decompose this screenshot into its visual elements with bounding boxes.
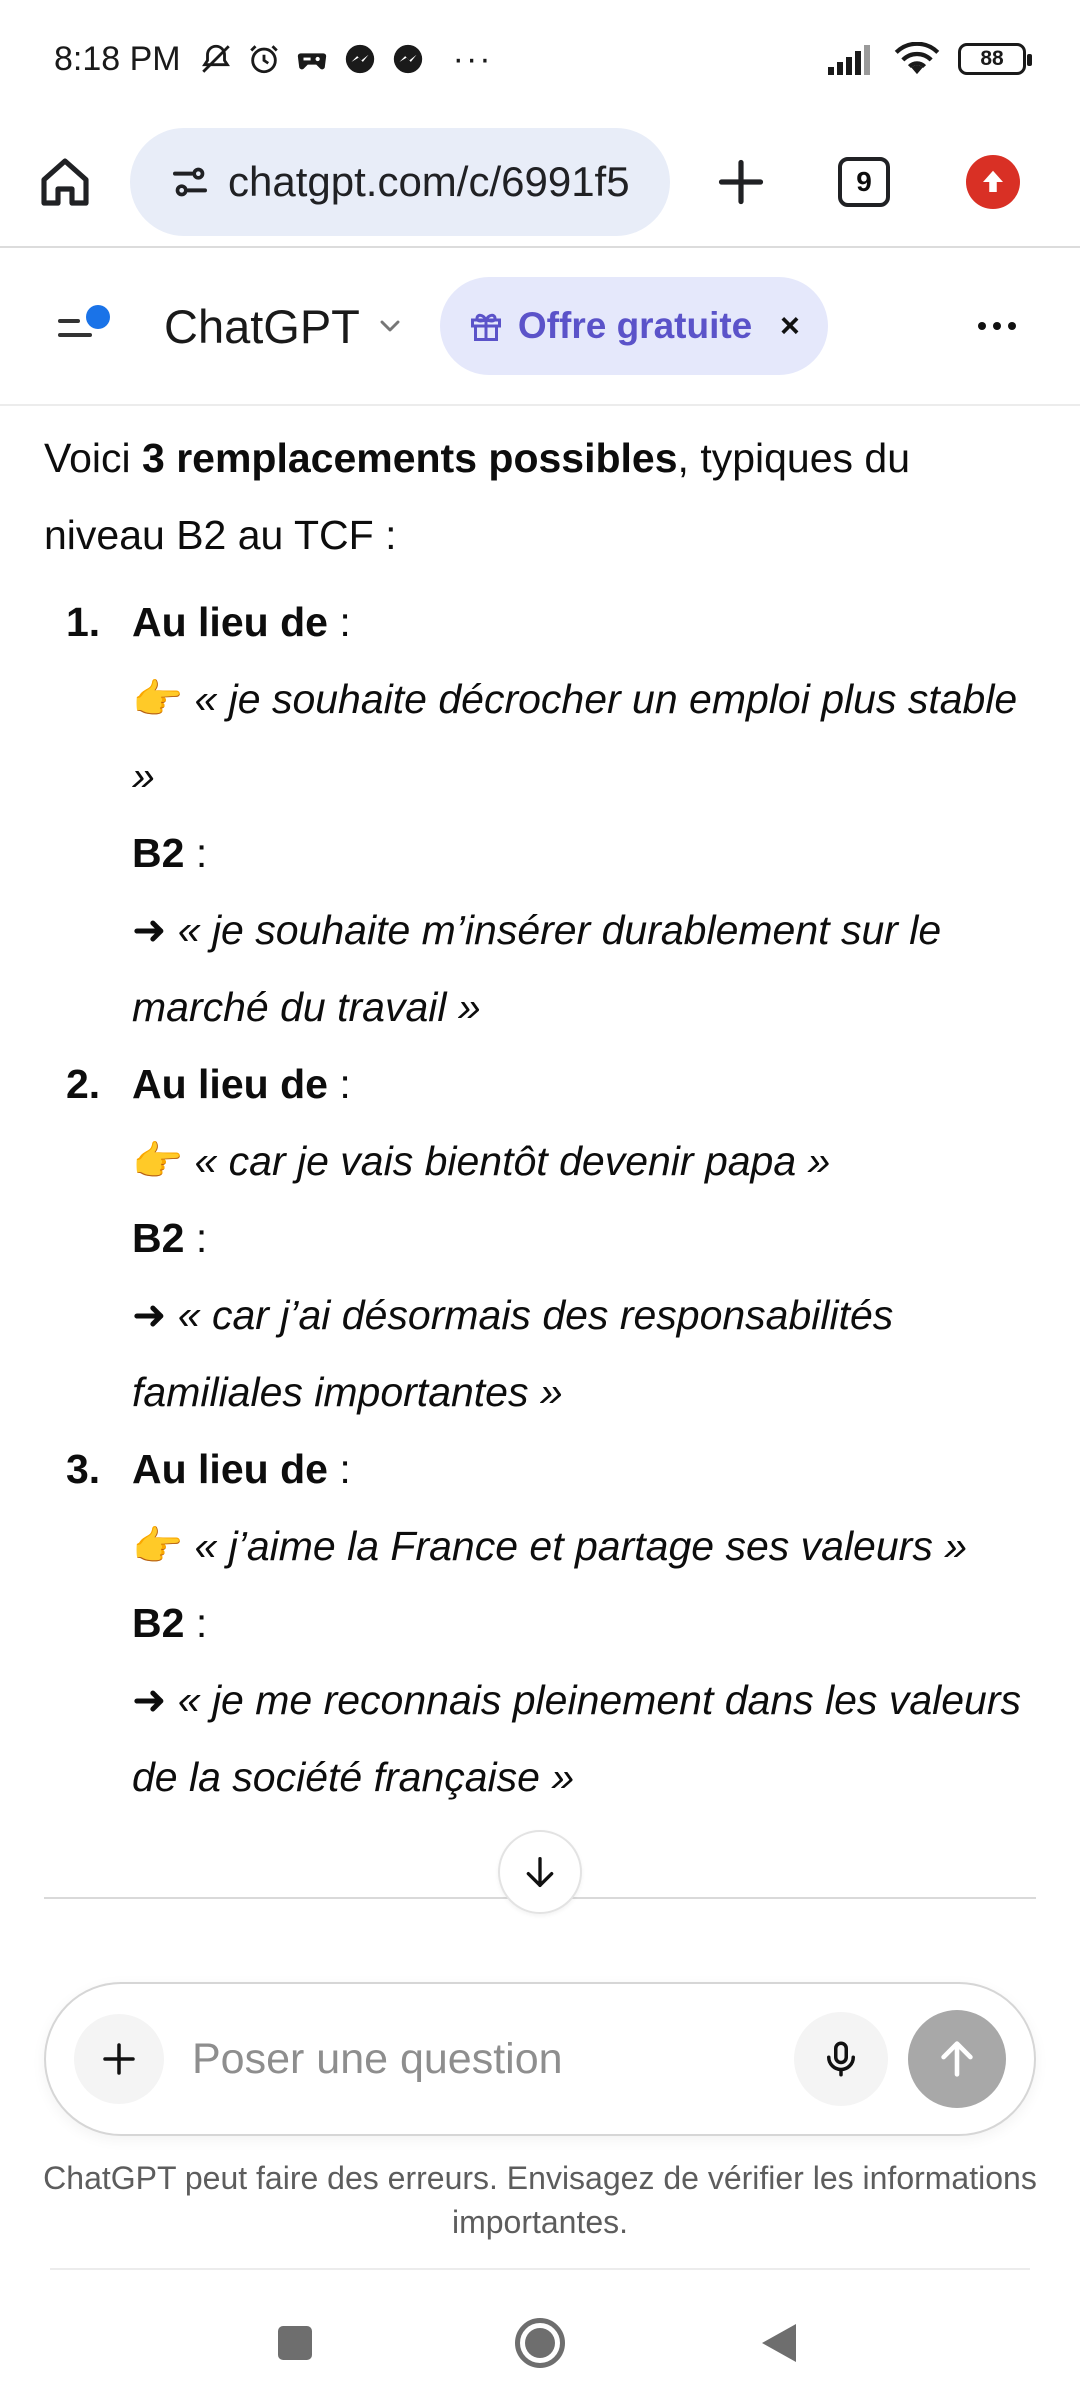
- instead-of-label: [132, 1046, 1044, 1123]
- system-navigation-bar: [0, 2280, 1080, 2400]
- original-phrase: [132, 661, 1044, 815]
- instead-of-label: [132, 1431, 1044, 1508]
- free-offer-button[interactable]: [440, 277, 828, 375]
- arrow-up-icon: [934, 2036, 980, 2082]
- message-composer: [44, 1982, 1036, 2136]
- battery-icon: 88: [958, 43, 1026, 75]
- home-icon: [37, 154, 93, 210]
- attach-button[interactable]: [74, 2014, 164, 2104]
- original-text: « car je vais bientôt devenir papa »: [183, 1138, 831, 1184]
- colon: :: [327, 599, 351, 645]
- intro-bold: 3 remplacements possibles: [142, 435, 678, 481]
- list-number: 2.: [66, 1061, 101, 1107]
- colon: :: [327, 1446, 351, 1492]
- chevron-down-icon: [374, 310, 406, 342]
- list-item: [44, 584, 1044, 1046]
- colon: :: [184, 1215, 208, 1261]
- messenger-icon: [391, 42, 425, 76]
- replacement-text: « je me reconnais pleinement dans les valeurs de la société française »: [132, 1677, 1021, 1800]
- assistant-message: [44, 420, 1044, 1816]
- arrow-right-icon: ➜: [132, 1292, 167, 1338]
- new-tab-button[interactable]: [706, 147, 776, 217]
- offer-label: Offre gratuite: [517, 305, 753, 346]
- more-notifications-icon: ···: [452, 39, 493, 78]
- intro-prefix: Voici: [44, 435, 142, 481]
- pointing-hand-icon: 👉: [132, 676, 184, 722]
- browser-toolbar: [0, 118, 1080, 246]
- plus-icon: [98, 2038, 140, 2080]
- b2-label: [132, 1200, 1044, 1277]
- list-item: [44, 1046, 1044, 1431]
- divider: [0, 404, 1080, 406]
- close-offer-button[interactable]: ×: [780, 306, 800, 345]
- instead-of-text: Au lieu de: [132, 599, 328, 645]
- scroll-to-bottom-button[interactable]: [498, 1830, 582, 1914]
- colon: :: [184, 830, 208, 876]
- status-right: [828, 42, 1026, 76]
- original-phrase: [132, 1508, 1044, 1585]
- disclaimer: ChatGPT peut faire des erreurs. Envisagez de vérifier les informations importantes.: [43, 2160, 1037, 2240]
- b2-text: B2: [132, 1600, 185, 1646]
- model-selector[interactable]: [164, 299, 406, 354]
- original-text: « je souhaite décrocher un emploi plus stable »: [132, 676, 1018, 799]
- home-nav-button[interactable]: [515, 2318, 565, 2368]
- arrow-down-icon: [520, 1852, 560, 1892]
- sidebar-toggle-button[interactable]: [48, 291, 118, 361]
- update-button[interactable]: [966, 155, 1020, 209]
- site-settings-icon[interactable]: [170, 162, 210, 202]
- instead-of-text: Au lieu de: [132, 1446, 328, 1492]
- more-dot: [1008, 322, 1016, 330]
- message-intro: [44, 420, 1004, 574]
- list-number: 3.: [66, 1446, 101, 1492]
- colon: :: [327, 1061, 351, 1107]
- wifi-icon: [894, 42, 940, 76]
- notification-dot: [86, 305, 110, 329]
- microphone-icon: [820, 2038, 862, 2080]
- instead-of-label: [132, 584, 1044, 661]
- original-phrase: [132, 1123, 1044, 1200]
- plus-icon: [715, 156, 767, 208]
- divider: [50, 2268, 1030, 2270]
- mute-icon: [199, 42, 233, 76]
- b2-label: [132, 815, 1044, 892]
- messenger-icon: [343, 42, 377, 76]
- replacement-phrase: [132, 1277, 1044, 1431]
- arrow-up-icon: [978, 167, 1008, 197]
- b2-text: B2: [132, 830, 185, 876]
- arrow-right-icon: ➜: [132, 907, 167, 953]
- pointing-hand-icon: 👉: [132, 1138, 184, 1184]
- arrow-right-icon: ➜: [132, 1677, 167, 1723]
- game-icon: [295, 42, 329, 76]
- original-text: « j’aime la France et partage ses valeurs »: [183, 1523, 968, 1569]
- status-left: [54, 40, 493, 79]
- replacement-text: « je souhaite m’insérer durablement sur le marché du travail »: [132, 907, 942, 1030]
- more-dot: [993, 322, 1001, 330]
- alarm-icon: [247, 42, 281, 76]
- tab-switcher-button[interactable]: 9: [838, 157, 890, 207]
- menu-icon: [58, 319, 80, 323]
- list-number: 1.: [66, 599, 101, 645]
- more-dot: [978, 322, 986, 330]
- replacement-text: « car j’ai désormais des responsabilités familiales importantes »: [132, 1292, 894, 1415]
- address-bar[interactable]: [130, 128, 670, 236]
- pointing-hand-icon: 👉: [132, 1523, 184, 1569]
- status-time: 8:18 PM: [54, 39, 181, 78]
- recents-button[interactable]: [278, 2326, 312, 2360]
- signal-icon: [828, 43, 876, 75]
- b2-text: B2: [132, 1215, 185, 1261]
- replacement-phrase: [132, 892, 1044, 1046]
- instead-of-text: Au lieu de: [132, 1061, 328, 1107]
- app-header: [0, 248, 1080, 404]
- back-button[interactable]: [762, 2324, 796, 2362]
- home-circle-icon: [525, 2328, 555, 2358]
- replacement-phrase: [132, 1662, 1044, 1816]
- gift-icon: [468, 308, 504, 344]
- menu-icon-line: [58, 333, 92, 337]
- list-item: [44, 1431, 1044, 1816]
- send-button[interactable]: [908, 2010, 1006, 2108]
- b2-label: [132, 1585, 1044, 1662]
- app-title: ChatGPT: [164, 299, 360, 353]
- colon: :: [184, 1600, 208, 1646]
- voice-input-button[interactable]: [794, 2012, 888, 2106]
- home-button[interactable]: [30, 147, 100, 217]
- message-input[interactable]: [192, 2035, 794, 2084]
- intro-suffix: , typiques du niveau B2 au TCF :: [44, 435, 911, 558]
- more-options-button[interactable]: [962, 291, 1032, 361]
- status-bar: [0, 0, 1080, 118]
- replacement-list: [44, 584, 1044, 1816]
- url-text[interactable]: chatgpt.com/c/6991f5: [228, 158, 630, 205]
